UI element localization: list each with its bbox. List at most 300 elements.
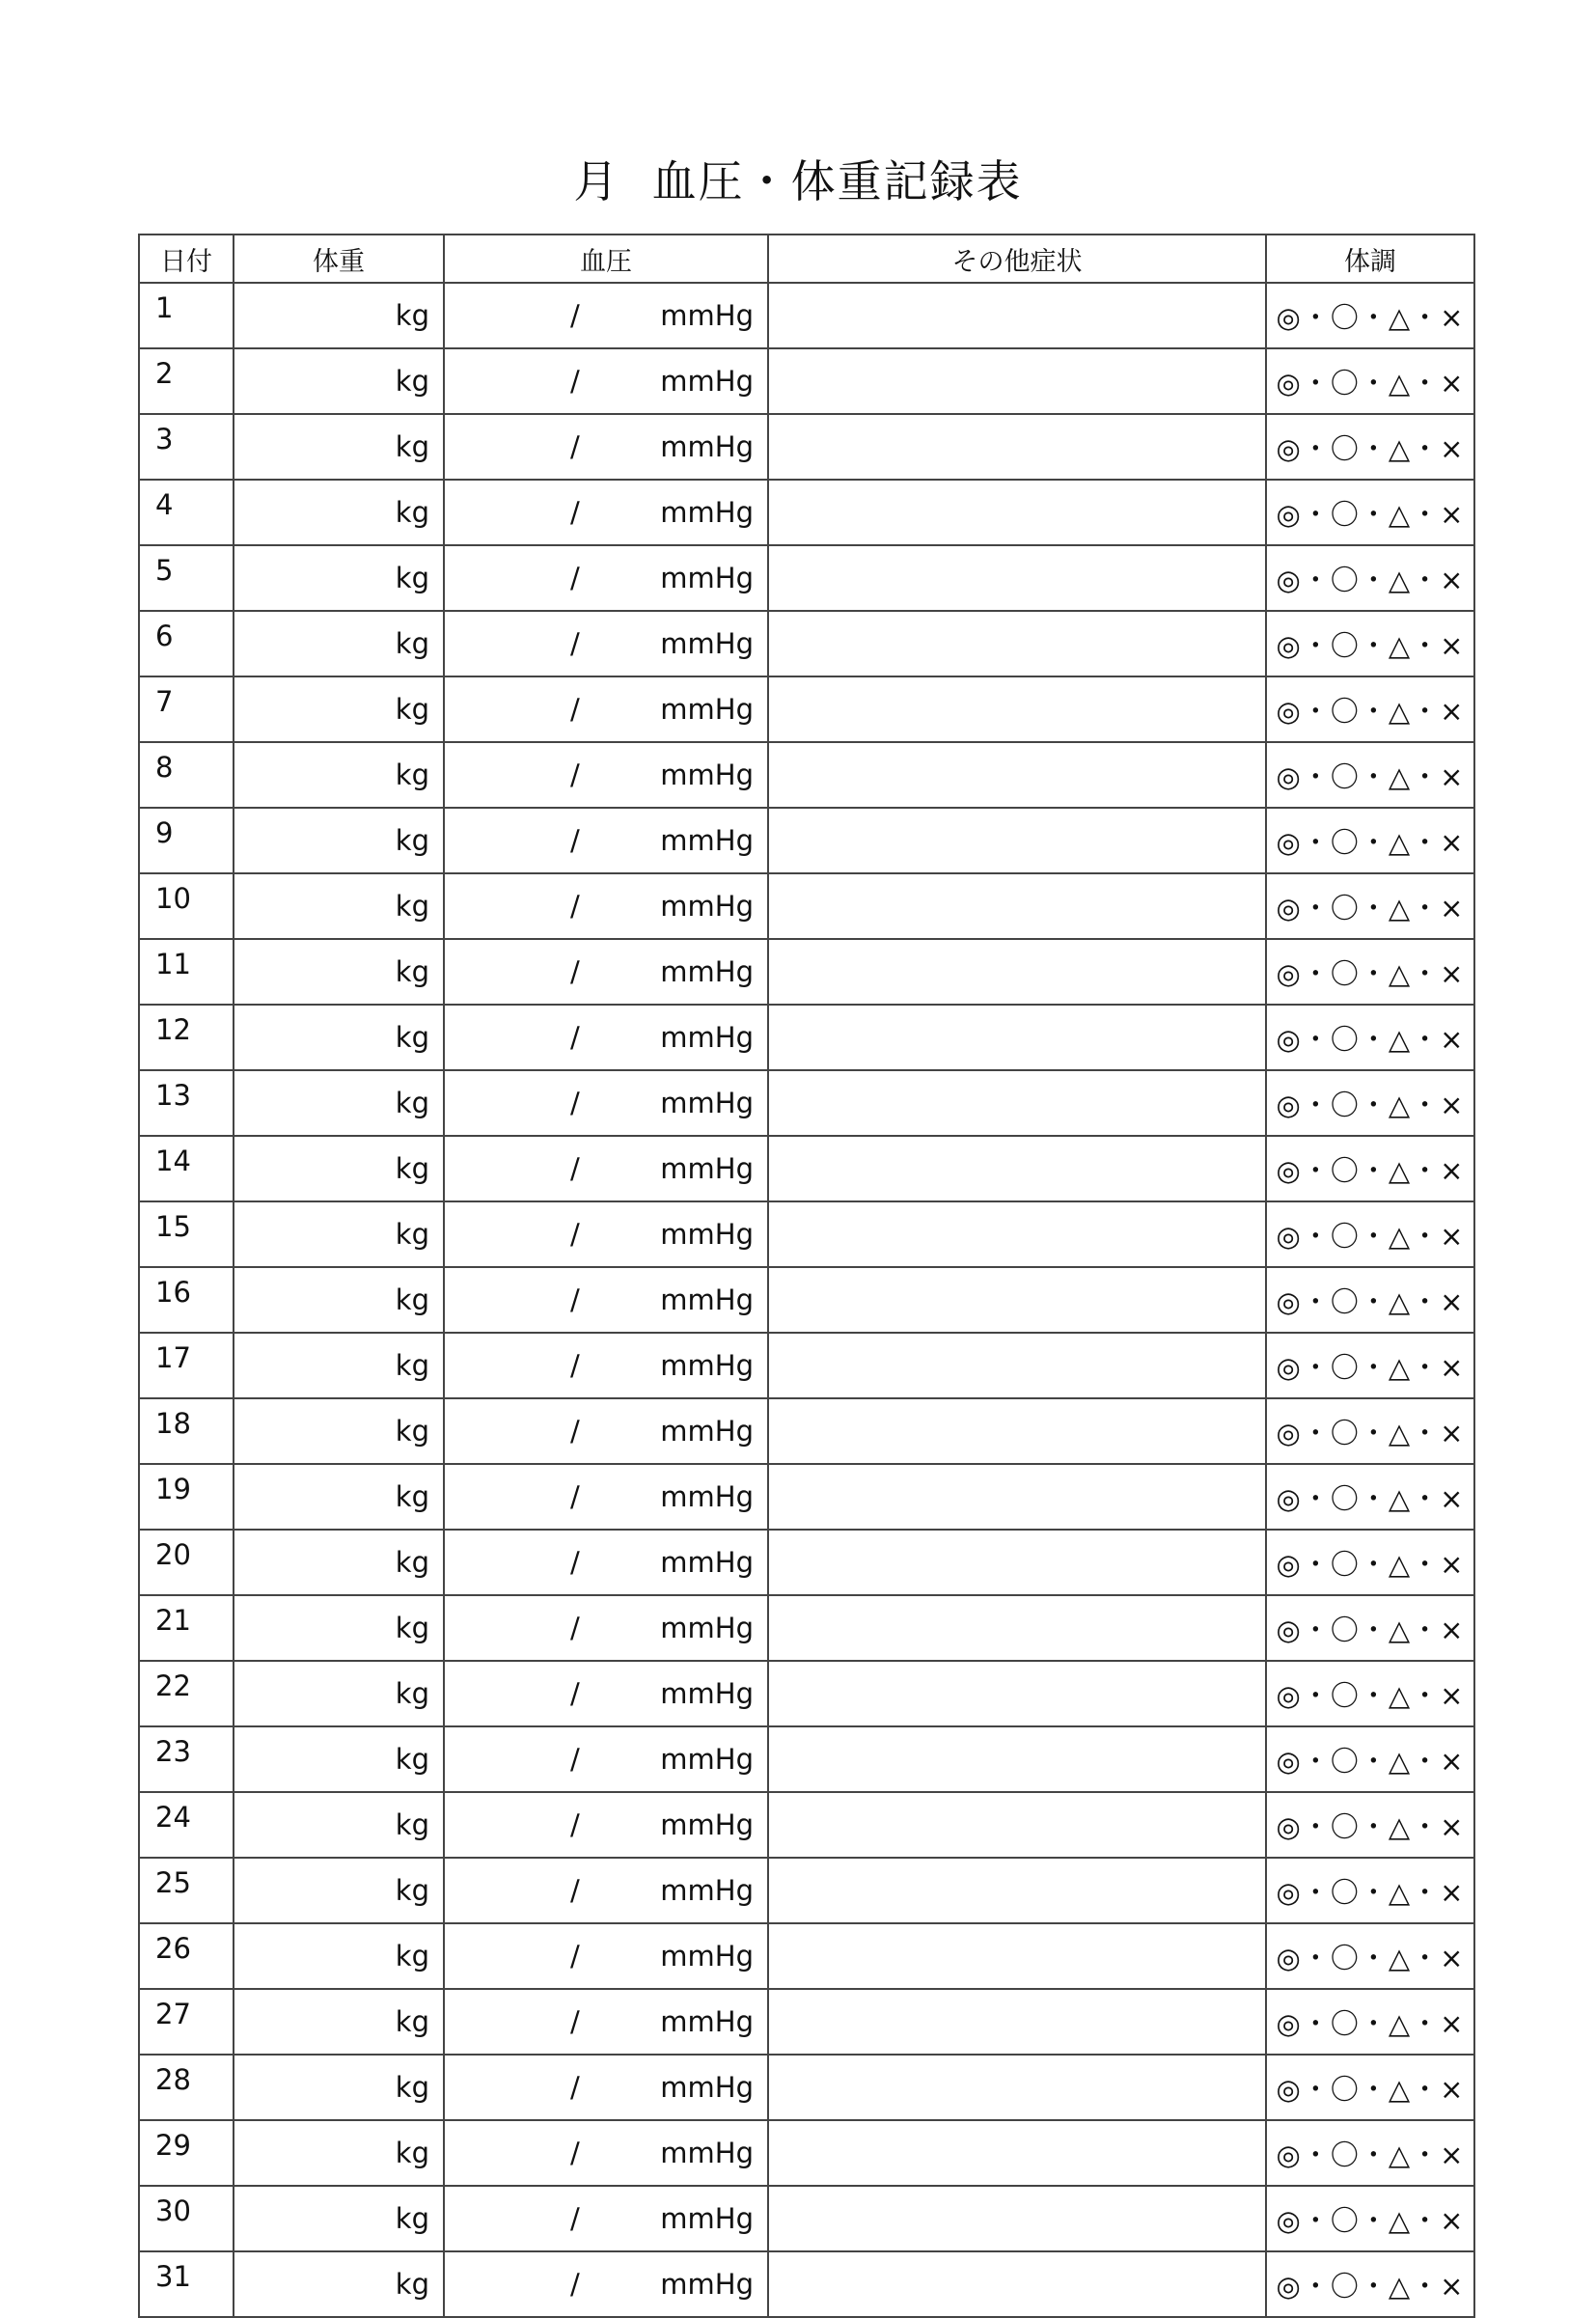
bp-unit-label: mmHg — [660, 2268, 754, 2301]
date-cell: 29 — [139, 2120, 234, 2186]
weight-field[interactable] — [234, 545, 444, 611]
weight-field[interactable] — [234, 1661, 444, 1726]
bp-unit-label: mmHg — [660, 365, 754, 398]
condition-options[interactable] — [1266, 808, 1474, 873]
bp-unit-label: mmHg — [660, 693, 754, 726]
bp-separator: / — [570, 1874, 580, 1907]
condition-options[interactable] — [1266, 283, 1474, 348]
condition-options-label: ◎・〇・△・× — [1276, 891, 1465, 924]
table-row — [139, 676, 1474, 742]
bp-separator: / — [570, 1940, 580, 1973]
date-cell: 5 — [139, 545, 234, 611]
blood-pressure-field[interactable] — [444, 1005, 768, 1070]
condition-options-label: ◎・〇・△・× — [1276, 1219, 1465, 1253]
bp-unit-label: mmHg — [660, 2071, 754, 2104]
blood-pressure-field[interactable] — [444, 1661, 768, 1726]
weight-unit-label: kg — [395, 2005, 429, 2038]
bp-separator: / — [570, 2137, 580, 2169]
bp-separator: / — [570, 1283, 580, 1316]
symptoms-field[interactable] — [768, 1398, 1266, 1464]
weight-unit-label: kg — [395, 2202, 429, 2235]
condition-options-label: ◎・〇・△・× — [1276, 628, 1465, 662]
bp-unit-label: mmHg — [660, 1218, 754, 1251]
condition-options[interactable] — [1266, 1989, 1474, 2055]
condition-options[interactable] — [1266, 1595, 1474, 1661]
condition-options[interactable] — [1266, 1858, 1474, 1923]
weight-field[interactable] — [234, 611, 444, 676]
condition-options-label: ◎・〇・△・× — [1276, 431, 1465, 465]
weight-unit-label: kg — [395, 496, 429, 529]
condition-options[interactable] — [1266, 1726, 1474, 1792]
table-row — [139, 611, 1474, 676]
blood-pressure-field[interactable] — [444, 2120, 768, 2186]
bp-separator: / — [570, 1349, 580, 1382]
weight-unit-label: kg — [395, 1808, 429, 1841]
date-cell: 9 — [139, 808, 234, 873]
bp-unit-label: mmHg — [660, 430, 754, 463]
date-cell: 19 — [139, 1464, 234, 1530]
record-table-body — [139, 283, 1474, 2317]
table-row — [139, 1464, 1474, 1530]
bp-unit-label: mmHg — [660, 496, 754, 529]
weight-unit-label: kg — [395, 955, 429, 988]
table-row — [139, 939, 1474, 1005]
weight-unit-label: kg — [395, 1021, 429, 1054]
condition-options-label: ◎・〇・△・× — [1276, 1744, 1465, 1778]
condition-options-label: ◎・〇・△・× — [1276, 1875, 1465, 1909]
symptoms-field[interactable] — [768, 742, 1266, 808]
blood-pressure-field[interactable] — [444, 1726, 768, 1792]
bp-separator: / — [570, 1480, 580, 1513]
weight-unit-label: kg — [395, 1415, 429, 1448]
condition-options[interactable] — [1266, 348, 1474, 414]
weight-field[interactable] — [234, 1398, 444, 1464]
condition-options-label: ◎・〇・△・× — [1276, 366, 1465, 400]
weight-field[interactable] — [234, 1267, 444, 1333]
condition-options[interactable] — [1266, 2251, 1474, 2317]
table-row — [139, 1595, 1474, 1661]
condition-options-label: ◎・〇・△・× — [1276, 1481, 1465, 1515]
date-cell: 11 — [139, 939, 234, 1005]
weight-field[interactable] — [234, 283, 444, 348]
weight-unit-label: kg — [395, 824, 429, 857]
bp-separator: / — [570, 1808, 580, 1841]
date-cell: 16 — [139, 1267, 234, 1333]
blood-pressure-field[interactable] — [444, 1792, 768, 1858]
date-cell: 12 — [139, 1005, 234, 1070]
date-cell: 27 — [139, 1989, 234, 2055]
table-row — [139, 1923, 1474, 1989]
date-cell: 1 — [139, 283, 234, 348]
blood-pressure-field[interactable] — [444, 1989, 768, 2055]
table-row — [139, 1005, 1474, 1070]
condition-options-label: ◎・〇・△・× — [1276, 2138, 1465, 2171]
weight-field[interactable] — [234, 1070, 444, 1136]
condition-options[interactable] — [1266, 1201, 1474, 1267]
symptoms-field[interactable] — [768, 2186, 1266, 2251]
weight-unit-label: kg — [395, 1677, 429, 1710]
weight-unit-label: kg — [395, 2071, 429, 2104]
weight-unit-label: kg — [395, 1743, 429, 1776]
bp-separator: / — [570, 824, 580, 857]
weight-field[interactable] — [234, 1989, 444, 2055]
condition-options[interactable] — [1266, 742, 1474, 808]
bp-unit-label: mmHg — [660, 824, 754, 857]
weight-unit-label: kg — [395, 890, 429, 923]
symptoms-field[interactable] — [768, 414, 1266, 480]
weight-field[interactable] — [234, 1595, 444, 1661]
weight-unit-label: kg — [395, 759, 429, 791]
weight-unit-label: kg — [395, 1218, 429, 1251]
blood-pressure-field[interactable] — [444, 611, 768, 676]
bp-separator: / — [570, 1546, 580, 1579]
symptoms-field[interactable] — [768, 1136, 1266, 1201]
table-row — [139, 1267, 1474, 1333]
bp-separator: / — [570, 2005, 580, 2038]
table-row — [139, 348, 1474, 414]
table-row — [139, 1858, 1474, 1923]
blood-pressure-field[interactable] — [444, 2055, 768, 2120]
condition-options[interactable] — [1266, 1661, 1474, 1726]
bp-separator: / — [570, 1218, 580, 1251]
bp-separator: / — [570, 430, 580, 463]
condition-options-label: ◎・〇・△・× — [1276, 1809, 1465, 1843]
blood-pressure-field[interactable] — [444, 480, 768, 545]
condition-options[interactable] — [1266, 545, 1474, 611]
condition-options[interactable] — [1266, 676, 1474, 742]
table-row — [139, 2120, 1474, 2186]
symptoms-field[interactable] — [768, 676, 1266, 742]
weight-field[interactable] — [234, 873, 444, 939]
weight-unit-label: kg — [395, 1546, 429, 1579]
condition-options-label: ◎・〇・△・× — [1276, 2269, 1465, 2303]
condition-options[interactable] — [1266, 1398, 1474, 1464]
table-row — [139, 1136, 1474, 1201]
table-row — [139, 1070, 1474, 1136]
date-cell: 6 — [139, 611, 234, 676]
symptoms-field[interactable] — [768, 1267, 1266, 1333]
weight-field[interactable] — [234, 1201, 444, 1267]
date-cell: 21 — [139, 1595, 234, 1661]
bp-separator: / — [570, 496, 580, 529]
condition-options-label: ◎・〇・△・× — [1276, 825, 1465, 859]
condition-options-label: ◎・〇・△・× — [1276, 300, 1465, 334]
bp-separator: / — [570, 693, 580, 726]
weight-unit-label: kg — [395, 1087, 429, 1119]
weight-field[interactable] — [234, 808, 444, 873]
blood-pressure-field[interactable] — [444, 1530, 768, 1595]
condition-options-label: ◎・〇・△・× — [1276, 1613, 1465, 1646]
weight-unit-label: kg — [395, 1283, 429, 1316]
date-cell: 30 — [139, 2186, 234, 2251]
blood-pressure-field[interactable] — [444, 1595, 768, 1661]
bp-unit-label: mmHg — [660, 1677, 754, 1710]
weight-field[interactable] — [234, 2055, 444, 2120]
condition-options[interactable] — [1266, 611, 1474, 676]
blood-pressure-field[interactable] — [444, 1070, 768, 1136]
table-row — [139, 2055, 1474, 2120]
symptoms-field[interactable] — [768, 545, 1266, 611]
weight-field[interactable] — [234, 414, 444, 480]
table-row — [139, 1398, 1474, 1464]
weight-unit-label: kg — [395, 2137, 429, 2169]
condition-options[interactable] — [1266, 1923, 1474, 1989]
table-row — [139, 283, 1474, 348]
blood-pressure-field[interactable] — [444, 2251, 768, 2317]
symptoms-header: その他症状 — [768, 235, 1266, 283]
table-row — [139, 545, 1474, 611]
bp-unit-label: mmHg — [660, 2005, 754, 2038]
condition-options[interactable] — [1266, 1136, 1474, 1201]
table-row — [139, 1989, 1474, 2055]
weight-field[interactable] — [234, 1858, 444, 1923]
bp-separator: / — [570, 2202, 580, 2235]
blood-pressure-field[interactable] — [444, 676, 768, 742]
bp-separator: / — [570, 299, 580, 332]
bp-unit-label: mmHg — [660, 1874, 754, 1907]
symptoms-field[interactable] — [768, 1333, 1266, 1398]
bp-unit-label: mmHg — [660, 562, 754, 594]
bp-unit-label: mmHg — [660, 759, 754, 791]
bp-unit-label: mmHg — [660, 299, 754, 332]
condition-options[interactable] — [1266, 873, 1474, 939]
symptoms-field[interactable] — [768, 480, 1266, 545]
blood-pressure-field[interactable] — [444, 1398, 768, 1464]
condition-options[interactable] — [1266, 1005, 1474, 1070]
weight-field[interactable] — [234, 2251, 444, 2317]
bp-unit-label: mmHg — [660, 1480, 754, 1513]
condition-options-label: ◎・〇・△・× — [1276, 2006, 1465, 2040]
table-row — [139, 1726, 1474, 1792]
weight-field[interactable] — [234, 1792, 444, 1858]
condition-header: 体調 — [1266, 235, 1474, 283]
symptoms-field[interactable] — [768, 1595, 1266, 1661]
bp-separator: / — [570, 759, 580, 791]
symptoms-field[interactable] — [768, 1989, 1266, 2055]
weight-field[interactable] — [234, 676, 444, 742]
weight-unit-label: kg — [395, 1152, 429, 1185]
blood-pressure-header: 血圧 — [444, 235, 768, 283]
blood-pressure-field[interactable] — [444, 414, 768, 480]
bp-unit-label: mmHg — [660, 1087, 754, 1119]
weight-field[interactable] — [234, 742, 444, 808]
blood-pressure-field[interactable] — [444, 1201, 768, 1267]
symptoms-field[interactable] — [768, 1661, 1266, 1726]
bp-separator: / — [570, 955, 580, 988]
weight-field[interactable] — [234, 1923, 444, 1989]
blood-pressure-field[interactable] — [444, 1136, 768, 1201]
table-row — [139, 1792, 1474, 1858]
condition-options[interactable] — [1266, 414, 1474, 480]
symptoms-field[interactable] — [768, 611, 1266, 676]
record-table — [138, 234, 1475, 2318]
bp-separator: / — [570, 627, 580, 660]
symptoms-field[interactable] — [768, 1726, 1266, 1792]
symptoms-field[interactable] — [768, 1530, 1266, 1595]
weight-unit-label: kg — [395, 1349, 429, 1382]
blood-pressure-field[interactable] — [444, 939, 768, 1005]
table-row — [139, 742, 1474, 808]
condition-options[interactable] — [1266, 1792, 1474, 1858]
condition-options-label: ◎・〇・△・× — [1276, 956, 1465, 990]
blood-pressure-field[interactable] — [444, 1858, 768, 1923]
blood-pressure-field[interactable] — [444, 545, 768, 611]
bp-unit-label: mmHg — [660, 1415, 754, 1448]
date-cell: 22 — [139, 1661, 234, 1726]
weight-field[interactable] — [234, 348, 444, 414]
weight-unit-label: kg — [395, 1874, 429, 1907]
symptoms-field[interactable] — [768, 939, 1266, 1005]
blood-pressure-field[interactable] — [444, 2186, 768, 2251]
weight-unit-label: kg — [395, 1940, 429, 1973]
condition-options-label: ◎・〇・△・× — [1276, 1416, 1465, 1449]
date-cell: 7 — [139, 676, 234, 742]
blood-pressure-field[interactable] — [444, 348, 768, 414]
condition-options-label: ◎・〇・△・× — [1276, 1153, 1465, 1187]
bp-unit-label: mmHg — [660, 1940, 754, 1973]
condition-options-label: ◎・〇・△・× — [1276, 563, 1465, 596]
blood-pressure-field[interactable] — [444, 742, 768, 808]
bp-separator: / — [570, 1743, 580, 1776]
bp-separator: / — [570, 1612, 580, 1644]
symptoms-field[interactable] — [768, 1923, 1266, 1989]
header-row — [139, 235, 1474, 283]
symptoms-field[interactable] — [768, 2251, 1266, 2317]
condition-options[interactable] — [1266, 480, 1474, 545]
date-cell: 8 — [139, 742, 234, 808]
bp-unit-label: mmHg — [660, 2137, 754, 2169]
weight-field[interactable] — [234, 1005, 444, 1070]
condition-options[interactable] — [1266, 1464, 1474, 1530]
weight-unit-label: kg — [395, 627, 429, 660]
table-row — [139, 414, 1474, 480]
blood-pressure-field[interactable] — [444, 283, 768, 348]
table-row — [139, 873, 1474, 939]
condition-options-label: ◎・〇・△・× — [1276, 1088, 1465, 1121]
condition-options-label: ◎・〇・△・× — [1276, 2072, 1465, 2106]
symptoms-field[interactable] — [768, 2055, 1266, 2120]
date-cell: 20 — [139, 1530, 234, 1595]
weight-field[interactable] — [234, 939, 444, 1005]
condition-options[interactable] — [1266, 1333, 1474, 1398]
table-row — [139, 1201, 1474, 1267]
table-row — [139, 2186, 1474, 2251]
table-row — [139, 808, 1474, 873]
blood-pressure-field[interactable] — [444, 873, 768, 939]
date-cell: 28 — [139, 2055, 234, 2120]
condition-options[interactable] — [1266, 1267, 1474, 1333]
symptoms-field[interactable] — [768, 1792, 1266, 1858]
date-cell: 31 — [139, 2251, 234, 2317]
symptoms-field[interactable] — [768, 1070, 1266, 1136]
bp-separator: / — [570, 1415, 580, 1448]
weight-field[interactable] — [234, 1333, 444, 1398]
blood-pressure-field[interactable] — [444, 1464, 768, 1530]
symptoms-field[interactable] — [768, 283, 1266, 348]
table-row — [139, 1333, 1474, 1398]
date-cell: 24 — [139, 1792, 234, 1858]
date-cell: 15 — [139, 1201, 234, 1267]
weight-unit-label: kg — [395, 562, 429, 594]
condition-options[interactable] — [1266, 2120, 1474, 2186]
weight-field[interactable] — [234, 480, 444, 545]
weight-field[interactable] — [234, 1726, 444, 1792]
weight-field[interactable] — [234, 1464, 444, 1530]
condition-options[interactable] — [1266, 1070, 1474, 1136]
bp-unit-label: mmHg — [660, 627, 754, 660]
symptoms-field[interactable] — [768, 1201, 1266, 1267]
date-header: 日付 — [139, 235, 234, 283]
weight-field[interactable] — [234, 2120, 444, 2186]
symptoms-field[interactable] — [768, 348, 1266, 414]
date-cell: 13 — [139, 1070, 234, 1136]
bp-separator: / — [570, 890, 580, 923]
blood-pressure-field[interactable] — [444, 1333, 768, 1398]
condition-options-label: ◎・〇・△・× — [1276, 759, 1465, 793]
blood-pressure-field[interactable] — [444, 1267, 768, 1333]
symptoms-field[interactable] — [768, 808, 1266, 873]
weight-field[interactable] — [234, 1530, 444, 1595]
symptoms-field[interactable] — [768, 2120, 1266, 2186]
bp-separator: / — [570, 1677, 580, 1710]
weight-unit-label: kg — [395, 2268, 429, 2301]
date-cell: 2 — [139, 348, 234, 414]
symptoms-field[interactable] — [768, 1858, 1266, 1923]
symptoms-field[interactable] — [768, 1005, 1266, 1070]
symptoms-field[interactable] — [768, 1464, 1266, 1530]
bp-unit-label: mmHg — [660, 1021, 754, 1054]
symptoms-field[interactable] — [768, 873, 1266, 939]
page-title: 月 血圧・体重記録表 — [573, 155, 1023, 207]
condition-options-label: ◎・〇・△・× — [1276, 497, 1465, 531]
weight-unit-label: kg — [395, 430, 429, 463]
condition-options-label: ◎・〇・△・× — [1276, 694, 1465, 728]
date-cell: 23 — [139, 1726, 234, 1792]
table-row — [139, 480, 1474, 545]
bp-unit-label: mmHg — [660, 2202, 754, 2235]
bp-separator: / — [570, 1152, 580, 1185]
bp-unit-label: mmHg — [660, 1808, 754, 1841]
date-cell: 14 — [139, 1136, 234, 1201]
table-row — [139, 1661, 1474, 1726]
condition-options-label: ◎・〇・△・× — [1276, 1350, 1465, 1384]
bp-unit-label: mmHg — [660, 1349, 754, 1382]
condition-options[interactable] — [1266, 2055, 1474, 2120]
bp-unit-label: mmHg — [660, 955, 754, 988]
condition-options[interactable] — [1266, 2186, 1474, 2251]
weight-unit-label: kg — [395, 1480, 429, 1513]
condition-options-label: ◎・〇・△・× — [1276, 1022, 1465, 1056]
condition-options[interactable] — [1266, 939, 1474, 1005]
weight-unit-label: kg — [395, 365, 429, 398]
bp-separator: / — [570, 1021, 580, 1054]
weight-unit-label: kg — [395, 299, 429, 332]
weight-unit-label: kg — [395, 1612, 429, 1644]
date-cell: 18 — [139, 1398, 234, 1464]
condition-options-label: ◎・〇・△・× — [1276, 2203, 1465, 2237]
blood-pressure-field[interactable] — [444, 1923, 768, 1989]
weight-unit-label: kg — [395, 693, 429, 726]
bp-separator: / — [570, 562, 580, 594]
weight-field[interactable] — [234, 1136, 444, 1201]
weight-field[interactable] — [234, 2186, 444, 2251]
blood-pressure-field[interactable] — [444, 808, 768, 873]
date-cell: 4 — [139, 480, 234, 545]
condition-options[interactable] — [1266, 1530, 1474, 1595]
date-cell: 26 — [139, 1923, 234, 1989]
table-row — [139, 2251, 1474, 2317]
date-cell: 17 — [139, 1333, 234, 1398]
